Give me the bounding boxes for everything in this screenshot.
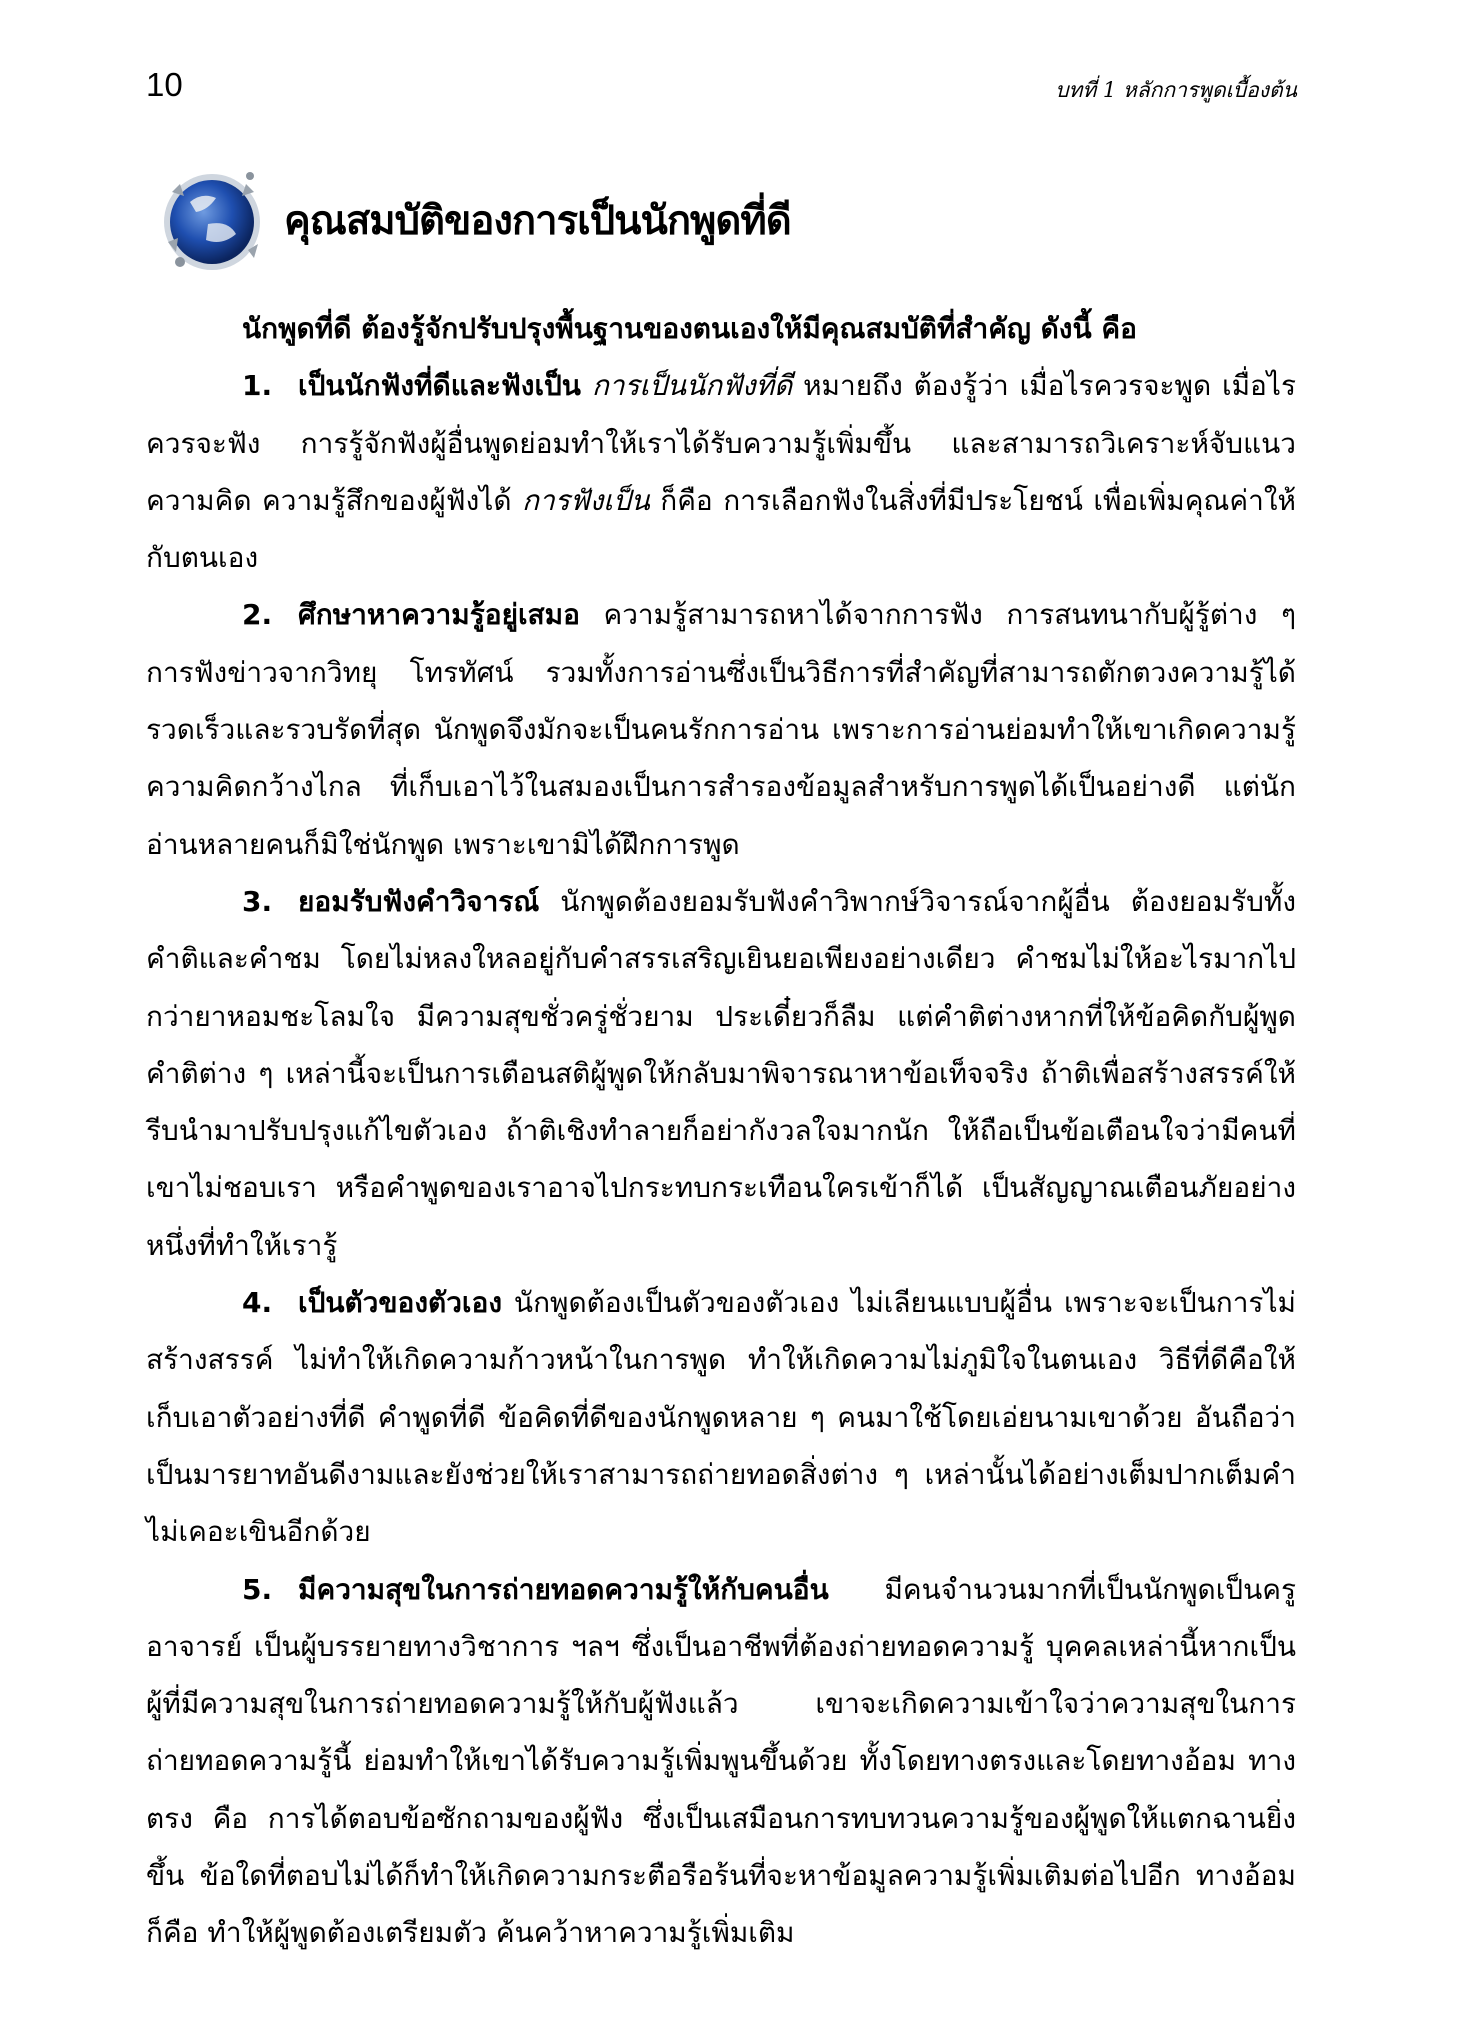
item-text: หมายถึง ต้องรู้ว่า เมื่อไรควรจะพูด เมื่อไรควรจะฟัง การรู้จักฟังผู้อื่นพูดย่อมทำให้เราได้รับความรู้เพิ่มขึ้น และสามารถวิเคราะห์จับแนวความคิด ความรู้สึกของผู้ฟังได้ bbox=[146, 369, 1296, 517]
globe-icon bbox=[150, 162, 270, 278]
item-text: ก็คือ การเลือกฟังในสิ่งที่มีประโยชน์ เพื่อเพิ่มคุณค่าให้กับตนเอง bbox=[146, 483, 1296, 575]
item-heading: เป็นนักฟังที่ดีและฟังเป็น bbox=[298, 369, 581, 403]
item-text: มีคนจำนวนมากที่เป็นนักพูดเป็นครู อาจารย์ เป็นผู้บรรยายทางวิชาการ ฯลฯ ซึ่งเป็นอาชีพที่ต้องถ่ายทอดความรู้ บุคคลเหล่านี้หากเป็นผู้ที่มีความสุขในการถ่ายทอดความรู้ให้กับผู้ฟังแล้ว เขาจะเกิดความเข้าใจว่าความสุขในการถ่ายทอดความรู้นี้ ย่อมทำให้เขาได้รับความรู้เพิ่มพูนขึ้นด้วย ทั้งโดยทางตรงและโดยทางอ้อม ทางตรง คือ การได้ตอบข้อซักถามของผู้ฟัง ซึ่งเป็นเสมือนการทบทวนความรู้ของผู้พูดให้แตกฉานยิ่งขึ้น ข้อใดที่ตอบไม่ได้ก็ทำให้เกิดความกระตือรือร้นที่จะหาข้อมูลความรู้เพิ่มเติมต่อไปอีก ทางอ้อมก็คือ ทำให้ผู้พูดต้องเตรียมตัว ค้นคว้าหาความรู้เพิ่มเติม bbox=[146, 1572, 1296, 1950]
section-title: คุณสมบัติของการเป็นนักพูดที่ดี bbox=[284, 198, 791, 244]
item-heading: ยอมรับฟังคำวิจารณ์ bbox=[298, 884, 540, 918]
item-number: 1. bbox=[242, 369, 273, 403]
running-head: บทที่ 1 หลักการพูดเบื้องต้น bbox=[1055, 78, 1297, 102]
intro-paragraph: นักพูดที่ดี ต้องรู้จักปรับปรุงพื้นฐานของตนเองให้มีคุณสมบัติที่สำคัญ ดังนี้ คือ bbox=[242, 312, 1137, 345]
body-text bbox=[146, 300, 1296, 1962]
item-text: นักพูดต้องเป็นตัวของตัวเอง ไม่เลียนแบบผู้อื่น เพราะจะเป็นการไม่สร้างสรรค์ ไม่ทำให้เกิดความก้าวหน้าในการพูด ทำให้เกิดความไม่ภูมิใจในตนเอง วิธีที่ดีคือให้เก็บเอาตัวอย่างที่ดี คำพูดที่ดี ข้อคิดที่ดีของนักพูดหลาย ๆ คนมาใช้โดยเอ่ยนามเขาด้วย อันถือว่าเป็นมารยาทอันดีงามและยังช่วยให้เราสามารถถ่ายทอดสิ่งต่าง ๆ เหล่านั้นได้อย่างเต็มปากเต็มคำ ไม่เคอะเขินอีกด้วย bbox=[146, 1286, 1296, 1549]
list-item bbox=[146, 873, 1296, 1274]
item-emphasis: การฟังเป็น bbox=[522, 483, 650, 517]
item-number: 4. bbox=[242, 1286, 273, 1320]
item-heading: ศึกษาหาความรู้อยู่เสมอ bbox=[298, 598, 580, 632]
list-item bbox=[146, 1561, 1296, 1962]
item-number: 2. bbox=[242, 598, 273, 632]
section-heading bbox=[150, 162, 791, 278]
item-number: 5. bbox=[242, 1572, 273, 1606]
page-number: 10 bbox=[146, 66, 183, 103]
list-item bbox=[146, 357, 1296, 586]
item-number: 3. bbox=[242, 884, 273, 918]
list-item bbox=[146, 1274, 1296, 1560]
item-text: ความรู้สามารถหาได้จากการฟัง การสนทนากับผู้รู้ต่าง ๆ การฟังข่าวจากวิทยุ โทรทัศน์ รวมทั้งการอ่านซึ่งเป็นวิธีการที่สำคัญที่สามารถตักตวงความรู้ได้รวดเร็วและรวบรัดที่สุด นักพูดจึงมักจะเป็นคนรักการอ่าน เพราะการอ่านย่อมทำให้เขาเกิดความรู้ความคิดกว้างไกล ที่เก็บเอาไว้ในสมองเป็นการสำรองข้อมูลสำหรับการพูดได้เป็นอย่างดี แต่นักอ่านหลายคนก็มิใช่นักพูด เพราะเขามิได้ฝึกการพูด bbox=[146, 598, 1296, 861]
item-text: นักพูดต้องยอมรับฟังคำวิพากษ์วิจารณ์จากผู้อื่น ต้องยอมรับทั้งคำติและคำชม โดยไม่หลงใหลอยู่กับคำสรรเสริญเยินยอเพียงอย่างเดียว คำชมไม่ให้อะไรมากไปกว่ายาหอมชะโลมใจ มีความสุขชั่วครู่ชั่วยาม ประเดี๋ยวก็ลืม แต่คำติต่างหากที่ให้ข้อคิดกับผู้พูด คำติต่าง ๆ เหล่านี้จะเป็นการเตือนสติผู้พูดให้กลับมาพิจารณาหาข้อเท็จจริง ถ้าติเพื่อสร้างสรรค์ให้รีบนำมาปรับปรุงแก้ไขตัวเอง ถ้าติเชิงทำลายก็อย่ากังวลใจมากนัก ให้ถือเป็นข้อเตือนใจว่ามีคนที่เขาไม่ชอบเรา หรือคำพูดของเราอาจไปกระทบกระเทือนใครเข้าก็ได้ เป็นสัญญาณเตือนภัยอย่างหนึ่งที่ทำให้เรารู้ bbox=[146, 884, 1296, 1262]
item-heading: มีความสุขในการถ่ายทอดความรู้ให้กับคนอื่น bbox=[298, 1572, 829, 1606]
item-heading: เป็นตัวของตัวเอง bbox=[298, 1286, 502, 1320]
item-emphasis: การเป็นนักฟังที่ดี bbox=[591, 369, 793, 403]
list-item bbox=[146, 586, 1296, 872]
